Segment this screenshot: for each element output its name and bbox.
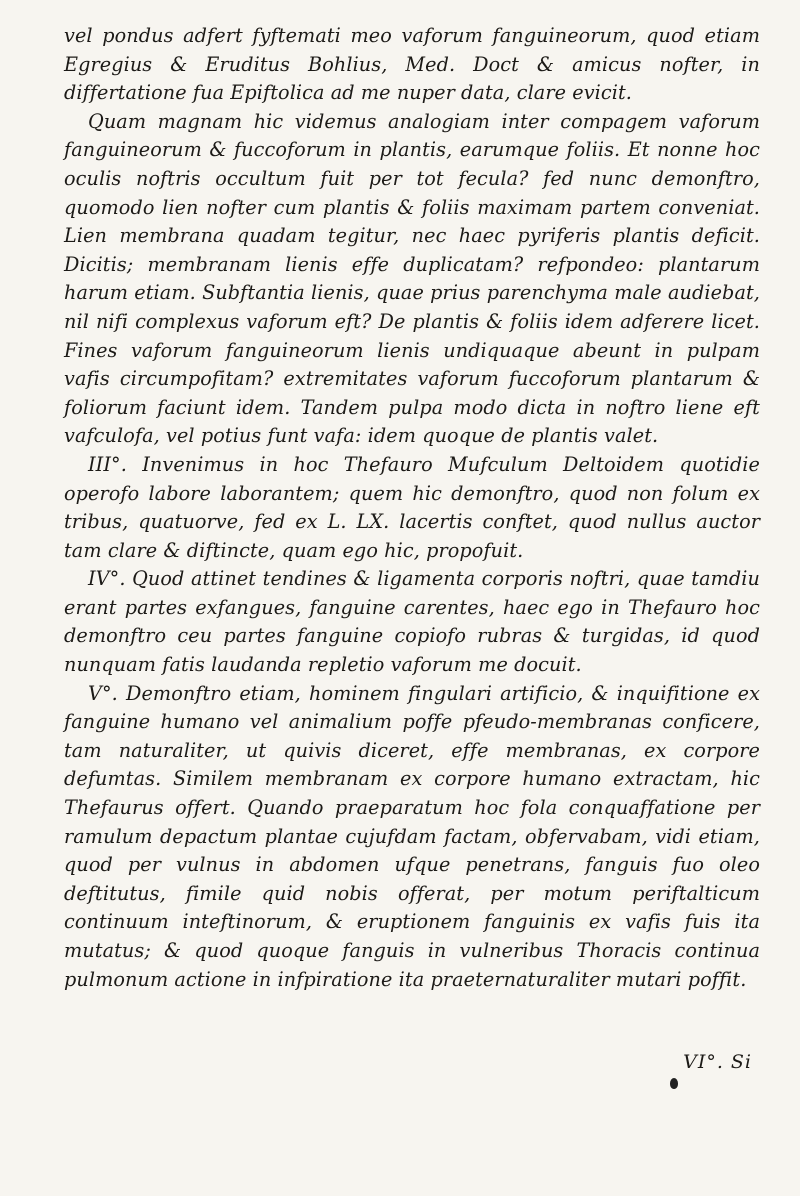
paragraph-iii-deltoid: III°. Invenimus in hoc Thefauro Mufculum Deltoidem quotidie operofo labore laborantem; quem hic demonftro, quod non folum ex tribus, quatuorve, fed ex L. LX. lacertis conftet, quod nullus auctor tam clare & diftincte, quam ego hic, propofuit. [64,452,760,562]
paragraph-analogy: Quam magnam hic videmus analogiam inter compagem vaforum fanguineorum & fuccoforum in plantis, earumque foliis. Et nonne hoc oculis noftris occultum fuit per tot fecula? fed nunc demonftro, quomodo lien nofter cum plantis & foliis maximam partem conveniat. Lien membrana quadam tegitur, nec haec pyriferis plantis deficit. Dicitis; membranam lienis effe duplicatam? refpondeo: plantarum harum etiam. Subftantia lienis, quae prius parenchyma male audiebat, nil nifi complexus vaforum eft? De plantis & foliis idem adferere licet. Fines vaforum fanguineorum lienis undiquaque abeunt in pulpam vafis circumpofitam? extremitates vaforum fuccoforum plantarum & foliorum faciunt idem. Tandem pulpa modo dicta in noftro liene eft vafculofa, vel potius funt vafa: idem quoque de plantis valet. [64,109,760,448]
catchword: VI°. Si [683,1051,752,1073]
paragraph-continuation: vel pondus adfert fyftemati meo vaforum fanguineorum, quod etiam Egregius & Eruditus Bohlius, Med. Doct & amicus nofter, in differtatione fua Epiftolica ad me nuper data, clare evicit. [64,24,760,105]
ink-blot-mark [670,1078,678,1089]
paragraph-v-membranes: V°. Demonftro etiam, hominem fingulari artificio, & inquifitione ex fanguine humano vel animalium poffe pfeudo-membranas conficere, tam naturaliter, ut quivis diceret, effe membranas, ex corpore defumtas. Similem membranam ex corpore humano extractam, hic Thefaurus offert. Quando praeparatum hoc fola conquaffatione per ramulum depactum plantae cujufdam factam, obfervabam, vidi etiam, quod per vulnus in abdomen ufque penetrans, fanguis fuo oleo deftitutus, fimile quid nobis offerat, per motum periftalticum continuum inteftinorum, & eruptionem fanguinis ex vafis fuis ita mutatus; & quod quoque fanguis in vulneribus Thoracis continua pulmonum actione in infpiratione ita praeternaturaliter mutari poffit. [64,681,760,991]
paragraph-iv-tendons: IV°. Quod attinet tendines & ligamenta corporis noftri, quae tamdiu erant partes exfangues, fanguine carentes, haec ego in Thefauro hoc demonftro ceu partes fanguine copiofo rubras & turgidas, id quod nunquam fatis laudanda repletio vaforum me docuit. [64,567,760,677]
